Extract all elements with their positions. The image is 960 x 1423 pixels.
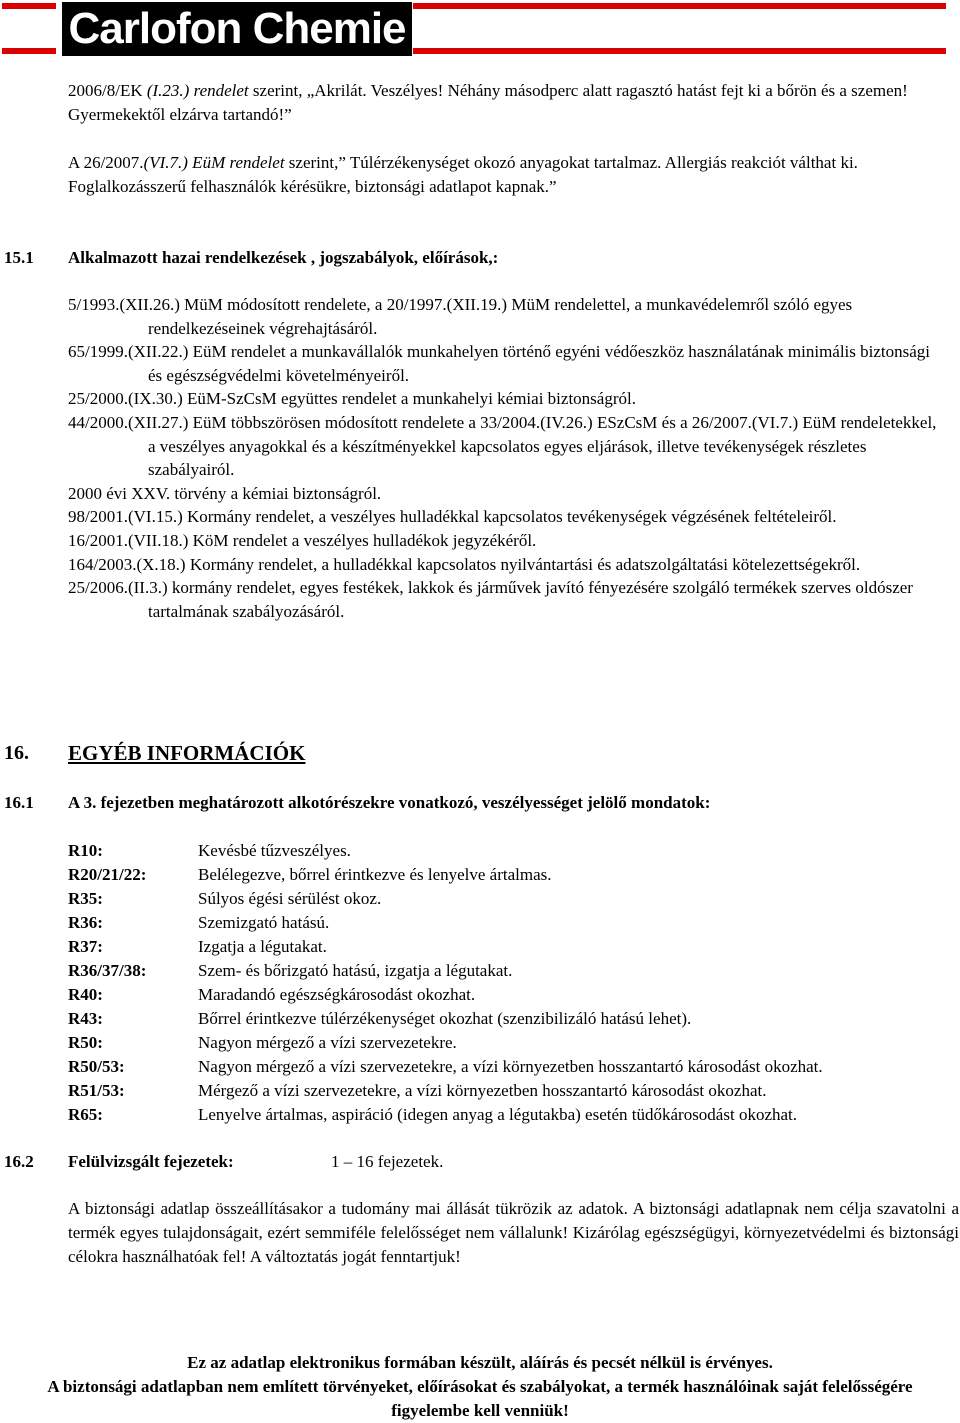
risk-phrase-code: R36/37/38: bbox=[68, 961, 147, 980]
risk-phrase-text: Nagyon mérgező a vízi szervezetekre, a vízi környezetben hosszantartó károsodást okozhat. bbox=[198, 1057, 823, 1076]
header-red-bar bbox=[413, 3, 946, 9]
risk-phrase-code: R51/53: bbox=[68, 1081, 125, 1100]
law-list bbox=[68, 293, 948, 623]
risk-phrase-text: Lenyelve ártalmas, aspiráció (idegen anyag a légutakba) esetén tüdőkárosodást okozhat. bbox=[198, 1105, 798, 1124]
section-title: A 3. fejezetben meghatározott alkotórészekre vonatkozó, veszélyességet jelölő mondatok: bbox=[68, 793, 711, 812]
risk-phrase-text: Nagyon mérgező a vízi szervezetekre. bbox=[198, 1033, 457, 1052]
section-number: 16.2 bbox=[4, 1152, 34, 1171]
risk-phrase-row bbox=[68, 839, 823, 863]
disclaimer-paragraph: A biztonsági adatlap összeállításakor a tudomány mai állását tükrözik az adatok. A biztonsági adatlapnak nem célja szavatolni a termék egyes tulajdonságait, ezért semmiféle felelősséget nem vállalunk! Kizárólag egészségügyi, környezetvédelmi és biztonsági célokra használhatóak fel! A változtatás jogát fenntartjuk! bbox=[68, 1199, 959, 1266]
header-red-bar bbox=[2, 48, 56, 54]
revised-sections-value: 1 – 16 fejezetek. bbox=[331, 1152, 444, 1171]
page-header bbox=[0, 0, 960, 58]
risk-phrase-text: Szemizgató hatású. bbox=[198, 913, 330, 932]
risk-phrase-text: Izgatja a légutakat. bbox=[198, 937, 327, 956]
law-item: 65/1999.(XII.22.) EüM rendelet a munkavállalók munkahelyen történő egyéni védőeszköz használatának minimális biztonsági és egészségvédelmi követelményeiről. bbox=[68, 342, 931, 385]
section-number: 16. bbox=[4, 742, 29, 764]
risk-phrase-row bbox=[68, 1079, 823, 1103]
risk-phrase-code: R50/53: bbox=[68, 1057, 125, 1076]
footer-line: Ez az adatlap elektronikus formában készült, aláírás és pecsét nélkül is érvényes. bbox=[187, 1353, 773, 1372]
risk-phrase-row bbox=[68, 959, 823, 983]
section-number: 16.1 bbox=[4, 793, 34, 812]
risk-phrase-code: R20/21/22: bbox=[68, 865, 147, 884]
law-item: 25/2006.(II.3.) kormány rendelet, egyes festékek, lakkok és járművek javító fényezésére szolgáló termékek szerves oldószer tartalmának szabályozásáról. bbox=[68, 578, 913, 621]
intro-paragraph-2: A 26/2007.(VI.7.) EüM rendelet szerint,” Túlérzékenységet okozó anyagokat tartalmaz. Allergiás reakciót válthat ki. Foglalkozásszerű felhasználók kérésükre, biztonsági adatlapot kapnak.” bbox=[68, 153, 858, 196]
law-item: 16/2001.(VII.18.) KöM rendelet a veszélyes hulladékok jegyzékéről. bbox=[68, 530, 537, 550]
law-item: 5/1993.(XII.26.) MüM módosított rendelete, a 20/1997.(XII.19.) MüM rendelettel, a munkavédelemről szóló egyes rendelkezéseinek végrehajtásáról. bbox=[68, 295, 853, 338]
risk-phrase-text: Mérgező a vízi szervezetekre, a vízi környezetben hosszantartó károsodást okozhat. bbox=[198, 1081, 767, 1100]
risk-phrase-code: R10: bbox=[68, 841, 103, 860]
risk-phrase-row bbox=[68, 911, 823, 935]
section-title: EGYÉB INFORMÁCIÓK bbox=[68, 741, 306, 765]
section-title: Alkalmazott hazai rendelkezések , jogszabályok, előírások,: bbox=[68, 248, 499, 267]
law-item: 25/2000.(IX.30.) EüM-SzCsM együttes rendelet a munkahelyi kémiai biztonságról. bbox=[68, 389, 636, 409]
intro-paragraph-1: 2006/8/EK (I.23.) rendelet szerint, „Akrilát. Veszélyes! Néhány másodperc alatt ragasztó hatást fejt ki a bőrön és a szemen! Gyermekektől elzárva tartandó!” bbox=[68, 81, 908, 124]
risk-phrase-row bbox=[68, 983, 823, 1007]
risk-phrase-code: R50: bbox=[68, 1033, 103, 1052]
risk-phrase-text: Belélegezve, bőrrel érintkezve és lenyelve ártalmas. bbox=[198, 865, 552, 884]
risk-phrase-code: R65: bbox=[68, 1105, 103, 1124]
risk-phrase-code: R35: bbox=[68, 889, 103, 908]
risk-phrase-code: R43: bbox=[68, 1009, 103, 1028]
section-number: 15.1 bbox=[4, 248, 34, 267]
risk-phrase-row bbox=[68, 1103, 823, 1127]
risk-phrase-text: Kevésbé tűzveszélyes. bbox=[198, 841, 351, 860]
header-red-bar bbox=[2, 3, 56, 9]
risk-phrase-text: Bőrrel érintkezve túlérzékenységet okozhat (szenzibilizáló hatású lehet). bbox=[198, 1009, 692, 1028]
risk-phrase-code: R37: bbox=[68, 937, 103, 956]
risk-phrase-code: R36: bbox=[68, 913, 103, 932]
revised-sections-label: Felülvizsgált fejezetek: bbox=[68, 1152, 234, 1171]
risk-phrase-row bbox=[68, 887, 823, 911]
risk-phrase-row bbox=[68, 863, 823, 887]
company-logo bbox=[62, 2, 412, 56]
page-footer bbox=[0, 1351, 960, 1423]
law-item: 98/2001.(VI.15.) Kormány rendelet, a veszélyes hulladékkal kapcsolatos tevékenységek végzésének feltételeiről. bbox=[68, 507, 837, 527]
risk-phrase-row bbox=[68, 1007, 823, 1031]
risk-phrase-row bbox=[68, 1031, 823, 1055]
logo-text: Carlofon Chemie bbox=[68, 4, 406, 53]
law-item: 44/2000.(XII.27.) EüM többszörösen módosított rendelete a 33/2004.(IV.26.) ESzCsM és a 26/2007.(VI.7.) EüM rendeletekkel, a veszélyes anyagokkal és a készítményekkel kapcsolatos egyes eljárások, illetve tevékenységek részletes szabályairól. bbox=[68, 412, 937, 480]
risk-phrase-text: Súlyos égési sérülést okoz. bbox=[198, 889, 382, 908]
risk-phrase-text: Maradandó egészségkárosodást okozhat. bbox=[198, 985, 476, 1004]
risk-phrase-code: R40: bbox=[68, 985, 103, 1004]
law-item: 2000 évi XXV. törvény a kémiai biztonságról. bbox=[68, 483, 382, 503]
header-red-bar bbox=[413, 48, 946, 54]
risk-phrase-row bbox=[68, 1055, 823, 1079]
law-item: 164/2003.(X.18.) Kormány rendelet, a hulladékkal kapcsolatos nyilvántartási és adatszolgáltatási kötelezettségekről. bbox=[68, 554, 861, 574]
risk-phrase-row bbox=[68, 935, 823, 959]
risk-phrase-table bbox=[68, 839, 823, 1127]
risk-phrase-text: Szem- és bőrizgató hatású, izgatja a légutakat. bbox=[198, 961, 513, 980]
footer-line: A biztonsági adatlapban nem említett törvényeket, előírásokat és szabályokat, a termék használóinak saját felelősségére figyelembe kell venniük! bbox=[47, 1377, 913, 1420]
